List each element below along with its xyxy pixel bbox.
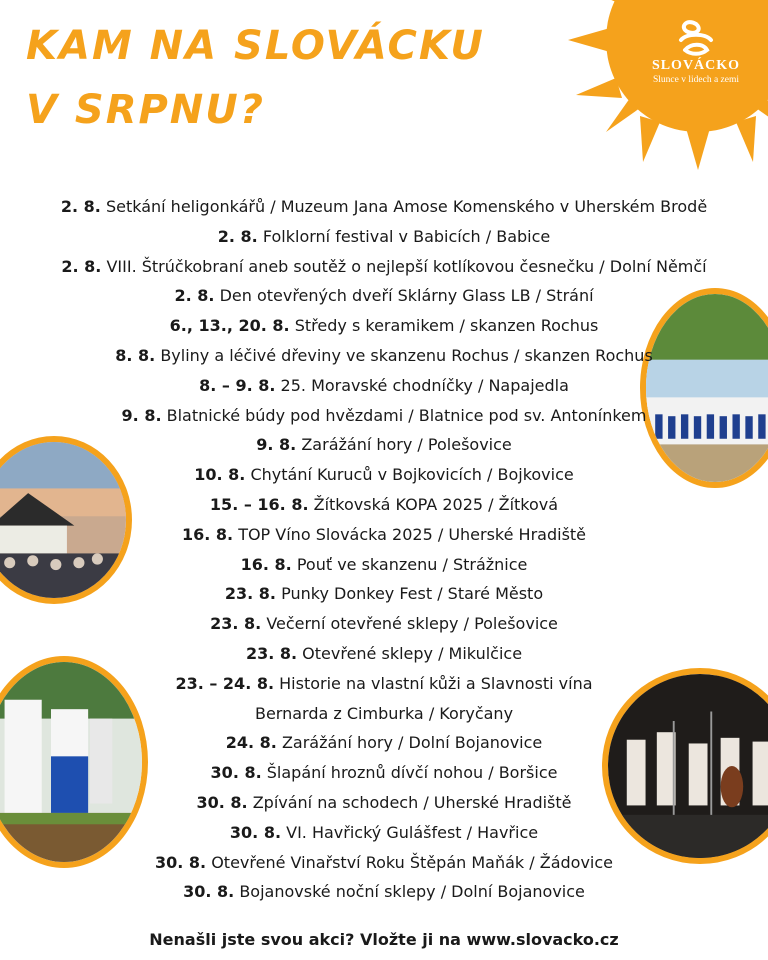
list-item[interactable] [0,520,768,550]
event-date: 23. 8. [210,614,262,634]
event-text: Byliny a léčivé dřeviny ve skanzenu Rochus / skanzen Rochus [160,345,653,365]
event-date: 16. 8. [240,554,292,574]
list-item[interactable] [0,728,768,758]
event-text: Folklorní festival v Babicích / Babice [262,226,551,246]
list-item[interactable] [0,669,768,699]
list-item[interactable] [0,192,768,222]
list-item[interactable] [0,430,768,460]
event-text: Otevřené Vinařství Roku Štěpán Maňák / Žádovice [211,852,613,872]
event-date: 8. 8. [115,345,156,365]
event-text: Pouť ve skanzenu / Strážnice [296,554,528,574]
footer-cta[interactable]: Nenašli jste svou akci? Vložte ji na www.slovacko.cz [149,930,619,949]
event-text: VIII. Štrúčkobraní aneb soutěž o nejlepší kotlíkovou česnečku / Dolní Němčí [106,256,707,276]
event-list [0,192,768,907]
event-text: 25. Moravské chodníčky / Napajedla [280,375,569,395]
event-date: 15. – 16. 8. [209,494,309,514]
event-date: 23. 8. [224,584,276,604]
event-text: Žítkovská KOPA 2025 / Žítková [313,494,559,514]
event-date: 8. – 9. 8. [199,375,276,395]
event-text: Otevřené sklepy / Mikulčice [302,643,523,663]
list-item-continuation[interactable] [0,699,768,729]
title-line-1: KAM NA SLOVÁCKU [26,23,485,69]
list-item[interactable] [0,788,768,818]
event-date: 30. 8. [229,822,282,842]
event-text: Bernarda z Cimburka / Koryčany [254,703,514,723]
list-item[interactable] [0,371,768,401]
logo-tagline: Slunce v lidech a zemi [653,75,739,85]
list-item[interactable] [0,281,768,311]
event-text: Zarážání hory / Polešovice [301,435,512,455]
event-text: TOP Víno Slovácka 2025 / Uherské Hradiště [238,524,587,544]
list-item[interactable] [0,311,768,341]
title-line-2: V SRPNU? [26,87,265,133]
event-text: Středy s keramikem / skanzen Rochus [294,316,599,336]
event-text: Zarážání hory / Dolní Bojanovice [281,733,543,753]
event-text: Zpívání na schodech / Uherské Hradiště [252,792,572,812]
event-date: 9. 8. [256,435,297,455]
event-date: 16. 8. [181,524,234,544]
event-date: 23. – 24. 8. [175,673,275,693]
event-text: Blatnické búdy pod hvězdami / Blatnice pod sv. Antonínkem [166,405,647,425]
list-item[interactable] [0,401,768,431]
event-text: Historie na vlastní kůži a Slavnosti vína [279,673,593,693]
event-date: 24. 8. [225,733,277,753]
event-date: 30. 8. [196,792,248,812]
event-text: Den otevřených dveří Sklárny Glass LB / Strání [219,286,594,306]
list-item[interactable] [0,758,768,788]
list-item[interactable] [0,490,768,520]
list-item[interactable] [0,222,768,252]
list-item[interactable] [0,877,768,907]
list-item[interactable] [0,579,768,609]
logo-name: SLOVÁCKO [651,58,741,73]
event-text: Bojanovské noční sklepy / Dolní Bojanovice [239,882,585,902]
event-date: 30. 8. [210,763,262,783]
event-date: 2. 8. [60,197,101,216]
event-date: 9. 8. [121,405,162,425]
list-item[interactable] [0,609,768,639]
list-item[interactable] [0,848,768,878]
event-date: 2. 8. [61,256,102,276]
event-text: Šlapání hroznů dívčí nohou / Boršice [266,763,558,783]
event-date: 2. 8. [174,286,215,306]
event-text: Chytání Kuruců v Bojkovicích / Bojkovice [250,465,574,485]
event-date: 30. 8. [154,852,207,872]
event-text: Večerní otevřené sklepy / Polešovice [266,614,558,634]
event-date: 30. 8. [183,882,235,902]
event-date: 23. 8. [245,643,298,663]
slovacko-logo[interactable] [640,18,752,85]
list-item[interactable] [0,818,768,848]
list-item[interactable] [0,252,768,282]
event-date: 6., 13., 20. 8. [169,316,290,336]
list-item[interactable] [0,460,768,490]
event-text: Setkání heligonkářů / Muzeum Jana Amose Komenského v Uherském Brodě [105,197,708,216]
list-item[interactable] [0,341,768,371]
event-text: Punky Donkey Fest / Staré Město [281,584,544,604]
event-date: 2. 8. [217,226,258,246]
event-date: 10. 8. [194,465,246,485]
sun-swirl-icon [673,18,719,58]
event-text: VI. Havřický Gulášfest / Havřice [286,822,539,842]
list-item[interactable] [0,550,768,580]
page-title [26,14,485,142]
list-item[interactable] [0,639,768,669]
